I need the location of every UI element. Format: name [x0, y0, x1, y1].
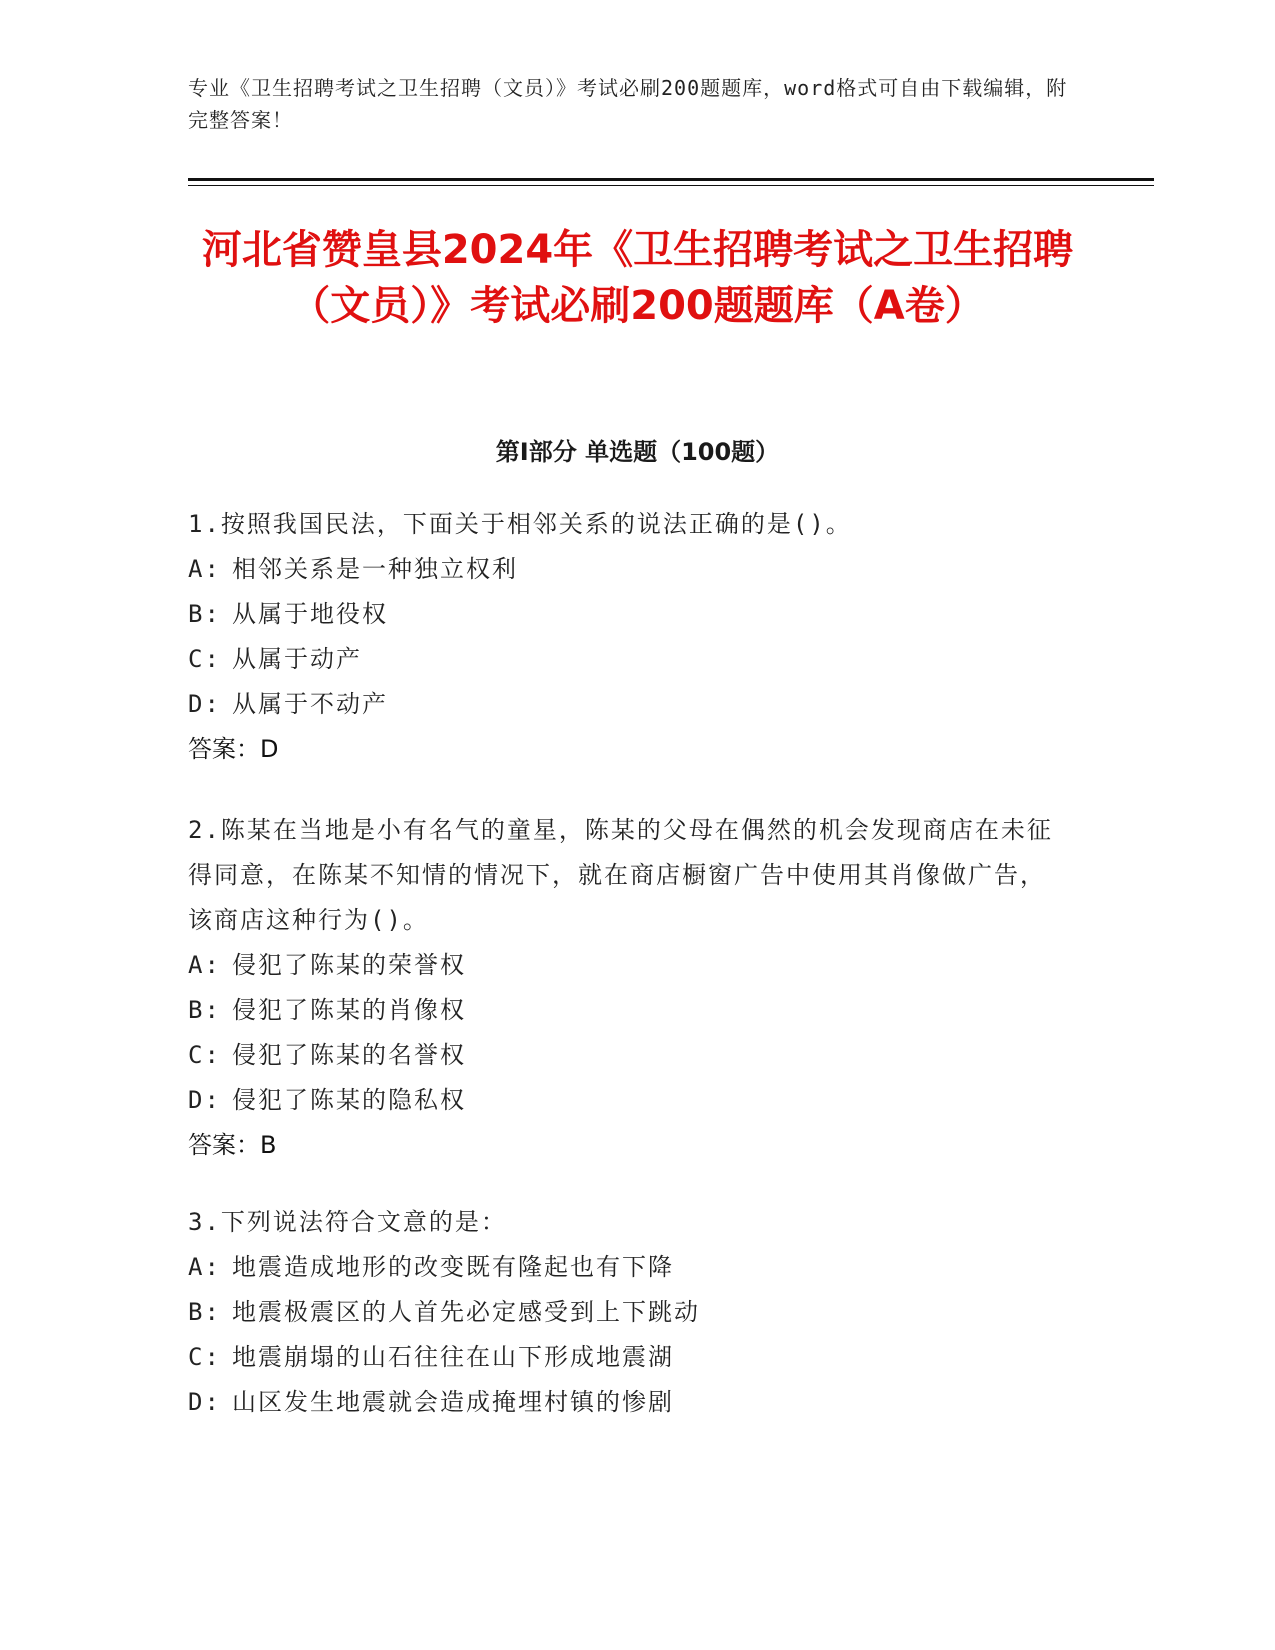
- option-a: [188, 943, 1068, 988]
- option-text: 地震极震区的人首先必定感受到上下跳动: [232, 1298, 700, 1326]
- option-a: [188, 547, 1068, 592]
- question-stem: 2.陈某在当地是小有名气的童星，陈某的父母在偶然的机会发现商店在未征得同意，在陈某不知情的情况下，就在商店橱窗广告中使用其肖像做广告，该商店这种行为()。: [188, 816, 1053, 934]
- intro-text: 专业《卫生招聘考试之卫生招聘（文员）》考试必刷200题题库，word格式可自由下载编辑，附完整答案！: [188, 76, 1068, 132]
- header-divider: [188, 178, 1154, 181]
- option-text: 侵犯了陈某的名誉权: [232, 1041, 466, 1069]
- question-stem: 3.下列说法符合文意的是：: [188, 1208, 507, 1236]
- option-d: [188, 1078, 1068, 1123]
- answer: 答案：D: [188, 735, 279, 763]
- option-key: A:: [188, 1253, 221, 1281]
- option-key: D:: [188, 1086, 221, 1114]
- header-divider-thin: [188, 185, 1154, 186]
- option-b: [188, 592, 1068, 637]
- question-3: [188, 1200, 1068, 1425]
- option-d: [188, 1380, 1068, 1425]
- option-c: [188, 637, 1068, 682]
- option-text: 山区发生地震就会造成掩埋村镇的惨剧: [232, 1388, 674, 1416]
- option-text: 相邻关系是一种独立权利: [232, 555, 518, 583]
- option-text: 侵犯了陈某的荣誉权: [232, 951, 466, 979]
- answer: 答案：B: [188, 1131, 277, 1159]
- option-a: [188, 1245, 1068, 1290]
- question-1: [188, 502, 1068, 772]
- option-key: C:: [188, 1343, 221, 1371]
- option-text: 地震造成地形的改变既有隆起也有下降: [232, 1253, 674, 1281]
- option-b: [188, 1290, 1068, 1335]
- option-key: C:: [188, 645, 221, 673]
- document-title: 河北省赞皇县2024年《卫生招聘考试之卫生招聘（文员）》考试必刷200题题库（A卷）: [201, 227, 1074, 329]
- option-key: A:: [188, 555, 221, 583]
- option-key: B:: [188, 1298, 221, 1326]
- option-key: A:: [188, 951, 221, 979]
- option-key: B:: [188, 996, 221, 1024]
- option-text: 从属于动产: [232, 645, 362, 673]
- option-key: C:: [188, 1041, 221, 1069]
- option-c: [188, 1033, 1068, 1078]
- option-text: 侵犯了陈某的隐私权: [232, 1086, 466, 1114]
- option-key: D:: [188, 690, 221, 718]
- option-text: 从属于不动产: [232, 690, 388, 718]
- option-b: [188, 988, 1068, 1033]
- option-text: 地震崩塌的山石往往在山下形成地震湖: [232, 1343, 674, 1371]
- question-stem: 1.按照我国民法，下面关于相邻关系的说法正确的是()。: [188, 510, 852, 538]
- option-text: 从属于地役权: [232, 600, 388, 628]
- option-d: [188, 682, 1068, 727]
- option-text: 侵犯了陈某的肖像权: [232, 996, 466, 1024]
- option-c: [188, 1335, 1068, 1380]
- question-2: [188, 808, 1068, 1168]
- option-key: B:: [188, 600, 221, 628]
- option-key: D:: [188, 1388, 221, 1416]
- section-title: 第Ⅰ部分 单选题（100题）: [495, 438, 780, 466]
